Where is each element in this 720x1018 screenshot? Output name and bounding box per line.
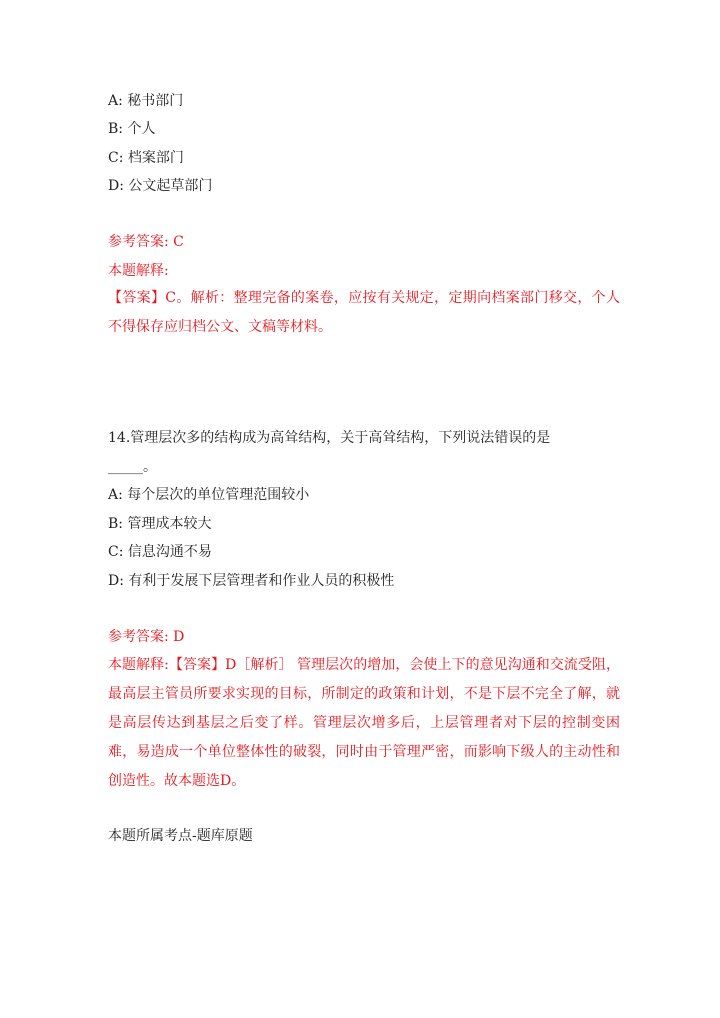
q13-option-b-text: 个人	[127, 121, 156, 137]
q14-option-c-letter: C:	[108, 544, 124, 560]
topic-source-note: 本题所属考点-题库原题	[108, 828, 253, 844]
q14-option-d-letter: D:	[108, 573, 124, 589]
q14-option-b	[108, 514, 211, 534]
q13-option-b	[108, 119, 155, 139]
q13-option-d-letter: D:	[108, 178, 124, 194]
q14-option-b-text: 管理成本较大	[127, 516, 212, 532]
q14-option-d	[108, 571, 394, 591]
q13-option-b-letter: B:	[108, 121, 124, 137]
q14-answer: 参考答案: D	[108, 629, 185, 645]
q13-explanation-text: 【答案】C。解析：整理完备的案卷，应按有关规定，定期向档案部门移交，个人不得保存应归档公文、文稿等材料。	[108, 290, 620, 335]
q14-option-c-text: 信息沟通不易	[127, 544, 212, 560]
q13-option-d	[108, 176, 212, 196]
q13-explanation-label: 本题解释:	[108, 263, 169, 279]
q13-option-d-text: 公文起草部门	[128, 178, 213, 194]
q13-option-a-letter: A:	[108, 93, 123, 109]
q14-option-a-letter: A:	[108, 487, 123, 503]
q13-option-a-text: 秘书部门	[127, 93, 184, 109]
q14-option-c	[108, 542, 212, 562]
q13-option-c	[108, 148, 184, 168]
q13-answer: 参考答案: C	[108, 234, 184, 250]
q13-option-c-letter: C:	[108, 150, 124, 166]
q13-option-a	[108, 91, 183, 111]
q13-option-c-text: 档案部门	[127, 150, 184, 166]
q14-question-line2: _____。	[108, 459, 157, 475]
q14-option-a-text: 每个层次的单位管理范围较小	[127, 487, 310, 503]
q14-explanation-text: 本题解释:【答案】D［解析］ 管理层次的增加，会使上下的意见沟通和交流受阻，最高层主管员所要求实现的目标，所制定的政策和计划，不是下层不完全了解，就是高层传达到基层之后变了样。管理层次增多后，上层管理者对下层的控制变困难，易造成一个单位整体性的破裂，同时由于管理严密，而影响下级人的主动性和创造性。故本题选D。	[108, 657, 620, 789]
q14-question-line1: 14.管理层次多的结构成为高耸结构，关于高耸结构，下列说法错误的是	[108, 430, 551, 446]
q14-option-b-letter: B:	[108, 516, 124, 532]
q14-option-a	[108, 485, 309, 505]
q14-option-d-text: 有利于发展下层管理者和作业人员的积极性	[128, 573, 395, 589]
